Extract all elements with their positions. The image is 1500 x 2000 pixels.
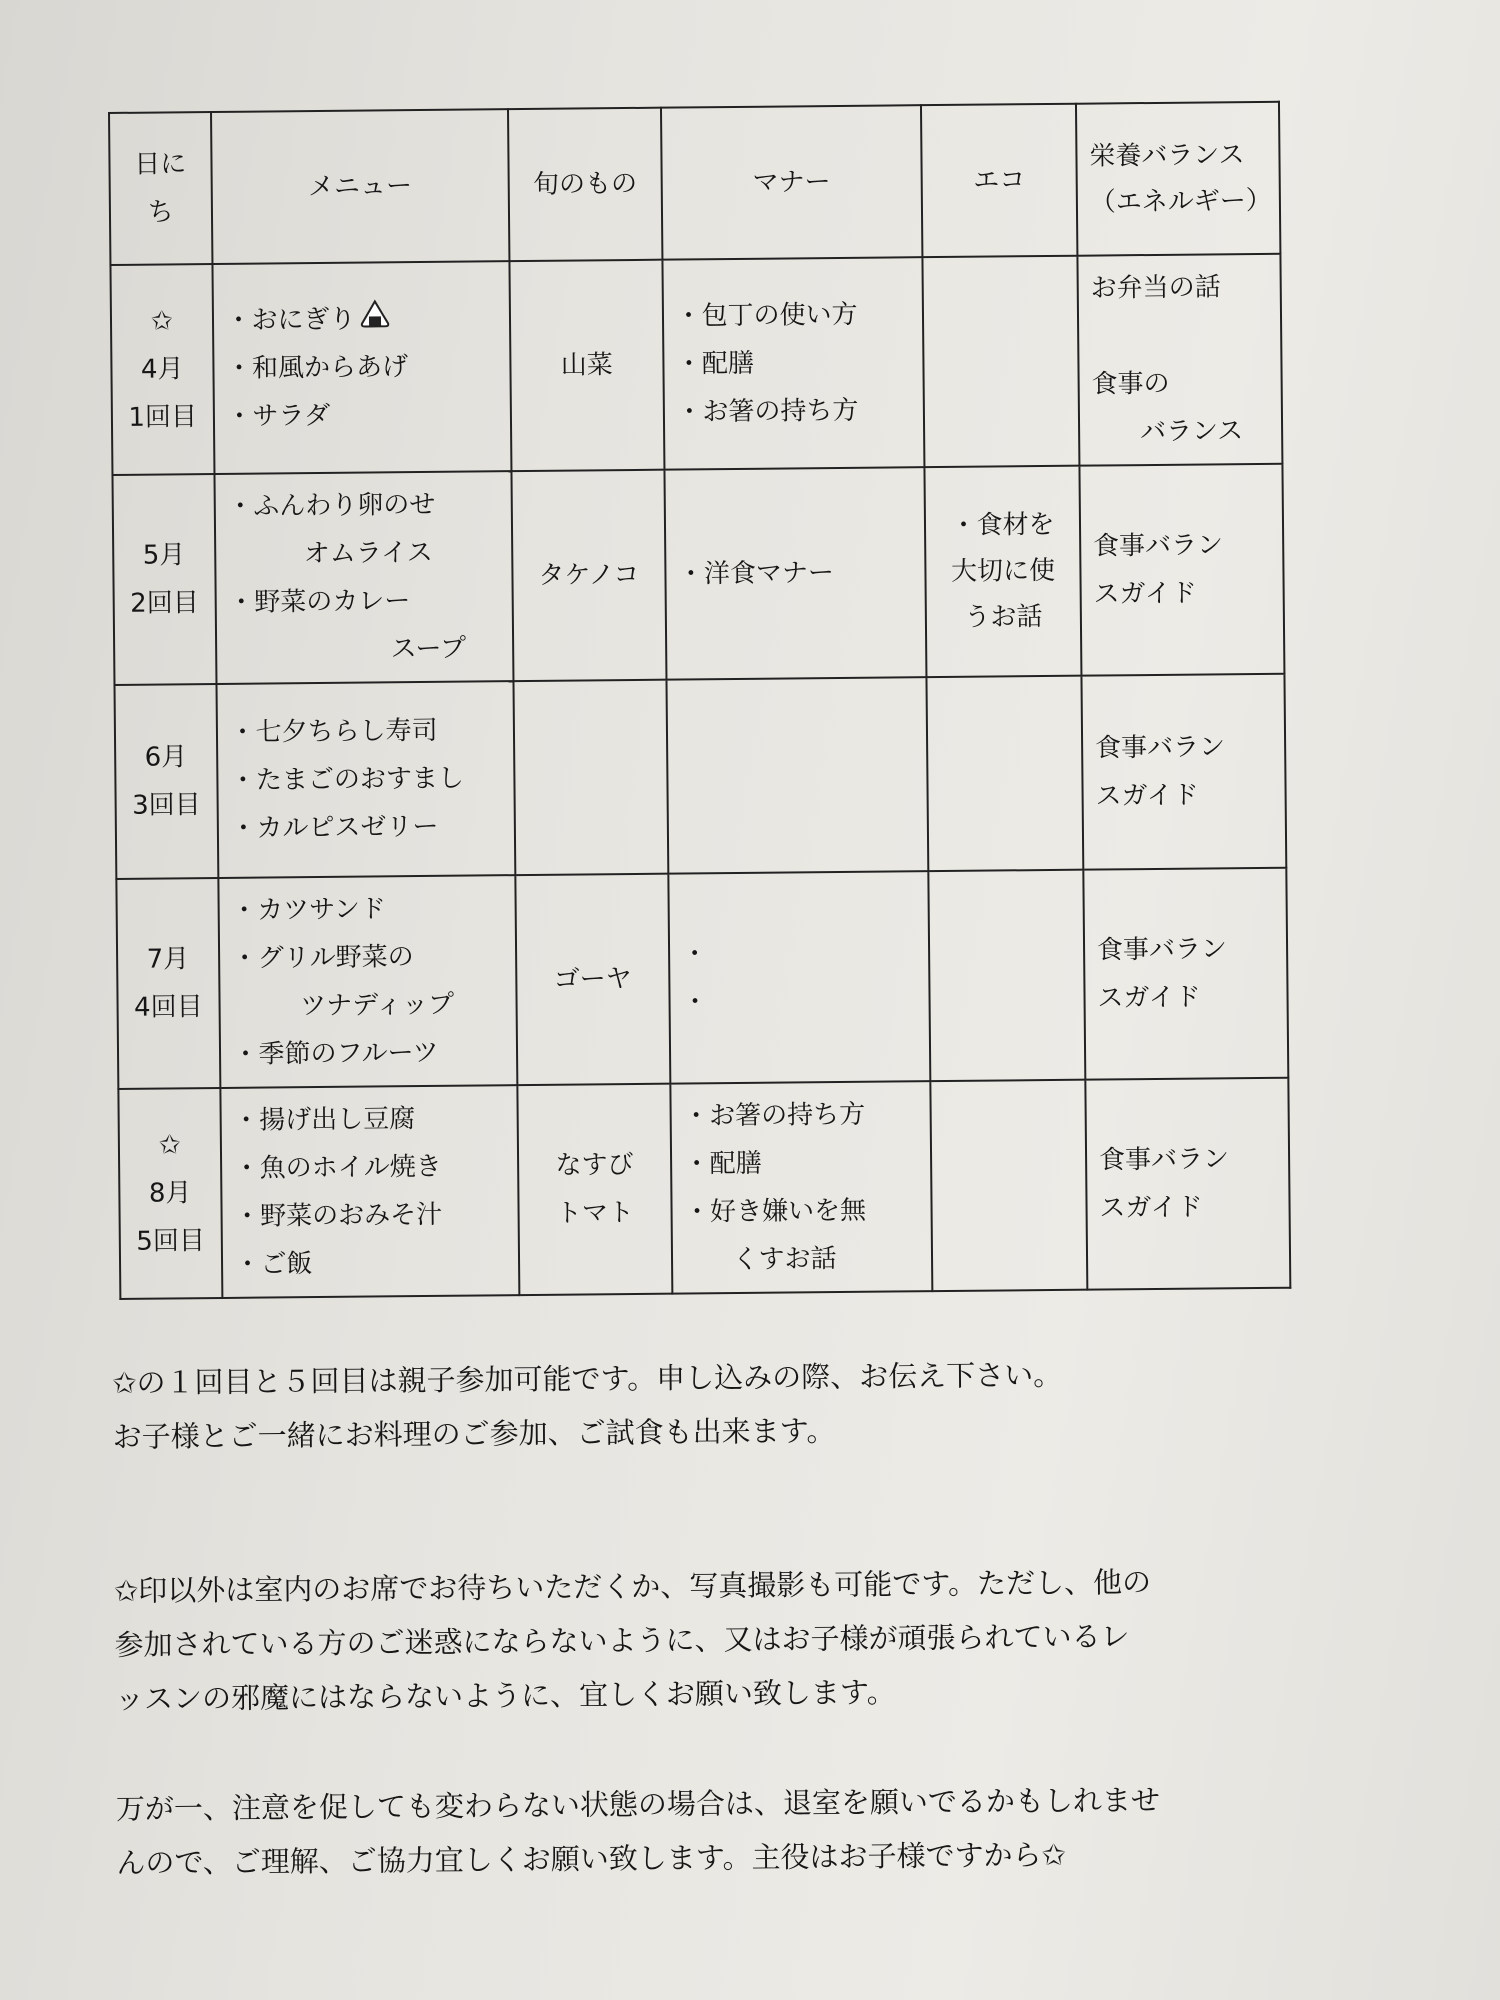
nutrition-cell bbox=[1085, 1078, 1290, 1290]
eco-cell bbox=[927, 676, 1083, 871]
manner-item: ・お箸の持ち方 bbox=[683, 1099, 866, 1132]
onigiri-icon bbox=[359, 296, 389, 344]
menu-item: ・野菜のおみそ汁 bbox=[233, 1199, 443, 1232]
date-cell bbox=[115, 684, 218, 879]
month-label: 8月 bbox=[148, 1178, 192, 1209]
header-menu: メニュー bbox=[211, 109, 510, 264]
session-label: 2回目 bbox=[130, 588, 199, 619]
note-line: ✩印以外は室内のお席でお待ちいただくか、写真撮影も可能です。ただし、他の bbox=[113, 1564, 1152, 1608]
manner-item: くすお話 bbox=[732, 1244, 837, 1276]
menu-cell bbox=[216, 681, 516, 878]
season-cell: ゴーヤ bbox=[516, 874, 670, 1085]
session-label: 1回目 bbox=[128, 402, 198, 433]
notes-paragraph bbox=[116, 1771, 1417, 1890]
menu-cell bbox=[214, 471, 514, 684]
manner-item: ・好き嫌いを無 bbox=[683, 1195, 867, 1228]
star-mark: ✩ bbox=[158, 1130, 181, 1161]
note-line: お子様とご一緒にお料理のご参加、ご試食も出来ます。 bbox=[112, 1413, 836, 1454]
nutrition-cell bbox=[1077, 254, 1282, 466]
menu-item: ・カルピスゼリー bbox=[230, 811, 439, 844]
manner-item: ・お箸の持ち方 bbox=[676, 395, 859, 428]
date-cell bbox=[110, 264, 214, 475]
nutrition-item: スガイド bbox=[1093, 578, 1197, 610]
manner-item: ・包丁の使い方 bbox=[675, 299, 858, 332]
menu-item: ・ふんわり卵のせ bbox=[227, 489, 436, 522]
manner-item: ・ bbox=[681, 987, 709, 1018]
notes-paragraph bbox=[114, 1553, 1415, 1726]
session-label: 3回目 bbox=[132, 790, 201, 821]
menu-item: ・揚げ出し豆腐 bbox=[233, 1104, 416, 1136]
session-label: 5回目 bbox=[136, 1226, 206, 1257]
manner-cell bbox=[666, 677, 929, 873]
manner-item: ・配膳 bbox=[683, 1148, 762, 1180]
menu-item: ・季節のフルーツ bbox=[232, 1037, 439, 1070]
session-label: 4回目 bbox=[133, 992, 203, 1023]
eco-item: うお話 bbox=[964, 602, 1043, 633]
season-cell: 山菜 bbox=[510, 260, 664, 471]
date-cell bbox=[118, 1088, 222, 1299]
eco-cell bbox=[923, 256, 1080, 467]
table-row bbox=[115, 674, 1287, 879]
note-line: 参加されている方のご迷惑にならないように、又はお子様が頑張られているレ bbox=[114, 1619, 1130, 1662]
menu-item: ・ご飯 bbox=[234, 1249, 313, 1280]
table-row bbox=[118, 1078, 1290, 1299]
table-row bbox=[116, 868, 1288, 1089]
manner-cell bbox=[668, 871, 931, 1083]
manner-cell bbox=[670, 1081, 933, 1293]
header-season: 旬のもの bbox=[508, 108, 662, 261]
month-label: 4月 bbox=[140, 354, 184, 385]
eco-cell bbox=[925, 466, 1082, 677]
season-item: なすび bbox=[555, 1150, 634, 1181]
nutrition-item: お弁当の話 bbox=[1090, 272, 1221, 304]
header-date: 日にち bbox=[109, 112, 212, 265]
manner-item: ・洋食マナー bbox=[677, 558, 835, 590]
star-mark: ✩ bbox=[150, 306, 173, 337]
menu-cell bbox=[220, 1085, 520, 1298]
eco-cell bbox=[931, 1080, 1088, 1291]
nutrition-item: スガイド bbox=[1099, 1192, 1203, 1224]
menu-item: ・グリル野菜の bbox=[231, 942, 414, 974]
menu-item: ・おにぎり bbox=[225, 294, 497, 345]
nutrition-item: バランス bbox=[1139, 416, 1244, 448]
nutrition-cell bbox=[1081, 674, 1286, 870]
table-row bbox=[110, 254, 1282, 475]
nutrition-item: 食事バラン bbox=[1096, 934, 1228, 966]
nutrition-cell bbox=[1079, 464, 1284, 676]
season-cell bbox=[518, 1084, 672, 1295]
manner-cell bbox=[662, 257, 925, 469]
menu-item: ・サラダ bbox=[226, 401, 331, 433]
menu-item: ツナディップ bbox=[299, 989, 455, 1022]
nutrition-item: スガイド bbox=[1095, 780, 1199, 812]
nutrition-item: 食事バラン bbox=[1098, 1144, 1230, 1176]
header-eco: エコ bbox=[921, 104, 1077, 257]
menu-item: ・たまごのおすまし bbox=[229, 763, 465, 796]
note-line: 万が一、注意を促しても変わらない状態の場合は、退室を願いでるかもしれませ bbox=[115, 1782, 1161, 1826]
notes-section bbox=[112, 1345, 1417, 1890]
notes-paragraph bbox=[112, 1345, 1413, 1464]
header-nutrition: 栄養バランス（エネルギー） bbox=[1076, 102, 1281, 256]
eco-item: ・食材を bbox=[950, 509, 1055, 541]
manner-cell bbox=[664, 467, 927, 679]
date-cell bbox=[116, 878, 220, 1089]
menu-item: ・野菜のカレー bbox=[228, 586, 411, 618]
season-cell bbox=[514, 680, 668, 875]
menu-cell bbox=[218, 875, 518, 1088]
month-label: 6月 bbox=[144, 742, 188, 773]
note-line: ッスンの邪魔にはならないように、宜しくお願い致します。 bbox=[114, 1675, 896, 1716]
header-manner: マナー bbox=[660, 105, 922, 259]
lesson-schedule-table bbox=[108, 101, 1291, 1300]
menu-item: ・魚のホイル焼き bbox=[233, 1151, 442, 1184]
menu-item: ・七夕ちらし寿司 bbox=[229, 715, 438, 748]
nutrition-item: 食事バラン bbox=[1094, 732, 1226, 764]
menu-item: スープ bbox=[390, 633, 467, 665]
nutrition-item: 食事バラン bbox=[1092, 530, 1224, 562]
manner-item: ・ bbox=[681, 939, 708, 970]
manner-item: ・配膳 bbox=[675, 348, 755, 380]
note-line: ✩の１回目と５回目は親子参加可能です。申し込みの際、お伝え下さい。 bbox=[112, 1357, 1063, 1400]
menu-item: オムライス bbox=[303, 537, 433, 570]
month-label: 5月 bbox=[142, 540, 186, 571]
eco-cell bbox=[929, 870, 1086, 1081]
month-label: 7月 bbox=[146, 944, 190, 975]
season-cell: タケノコ bbox=[512, 470, 666, 681]
menu-item: ・和風からあげ bbox=[225, 352, 409, 385]
season-item: トマト bbox=[555, 1198, 635, 1229]
note-line: んので、ご理解、ご協力宜しくお願い致します。主役はお子様ですから✩ bbox=[116, 1837, 1066, 1880]
nutrition-item: 食事の bbox=[1091, 368, 1170, 400]
nutrition-cell bbox=[1083, 868, 1288, 1080]
menu-item: ・カツサンド bbox=[231, 894, 387, 926]
table-row bbox=[112, 464, 1284, 685]
nutrition-item: スガイド bbox=[1097, 982, 1201, 1014]
menu-cell bbox=[212, 261, 512, 474]
eco-item: 大切に使 bbox=[950, 555, 1056, 587]
date-cell bbox=[112, 474, 216, 685]
table-header-row bbox=[109, 102, 1280, 265]
